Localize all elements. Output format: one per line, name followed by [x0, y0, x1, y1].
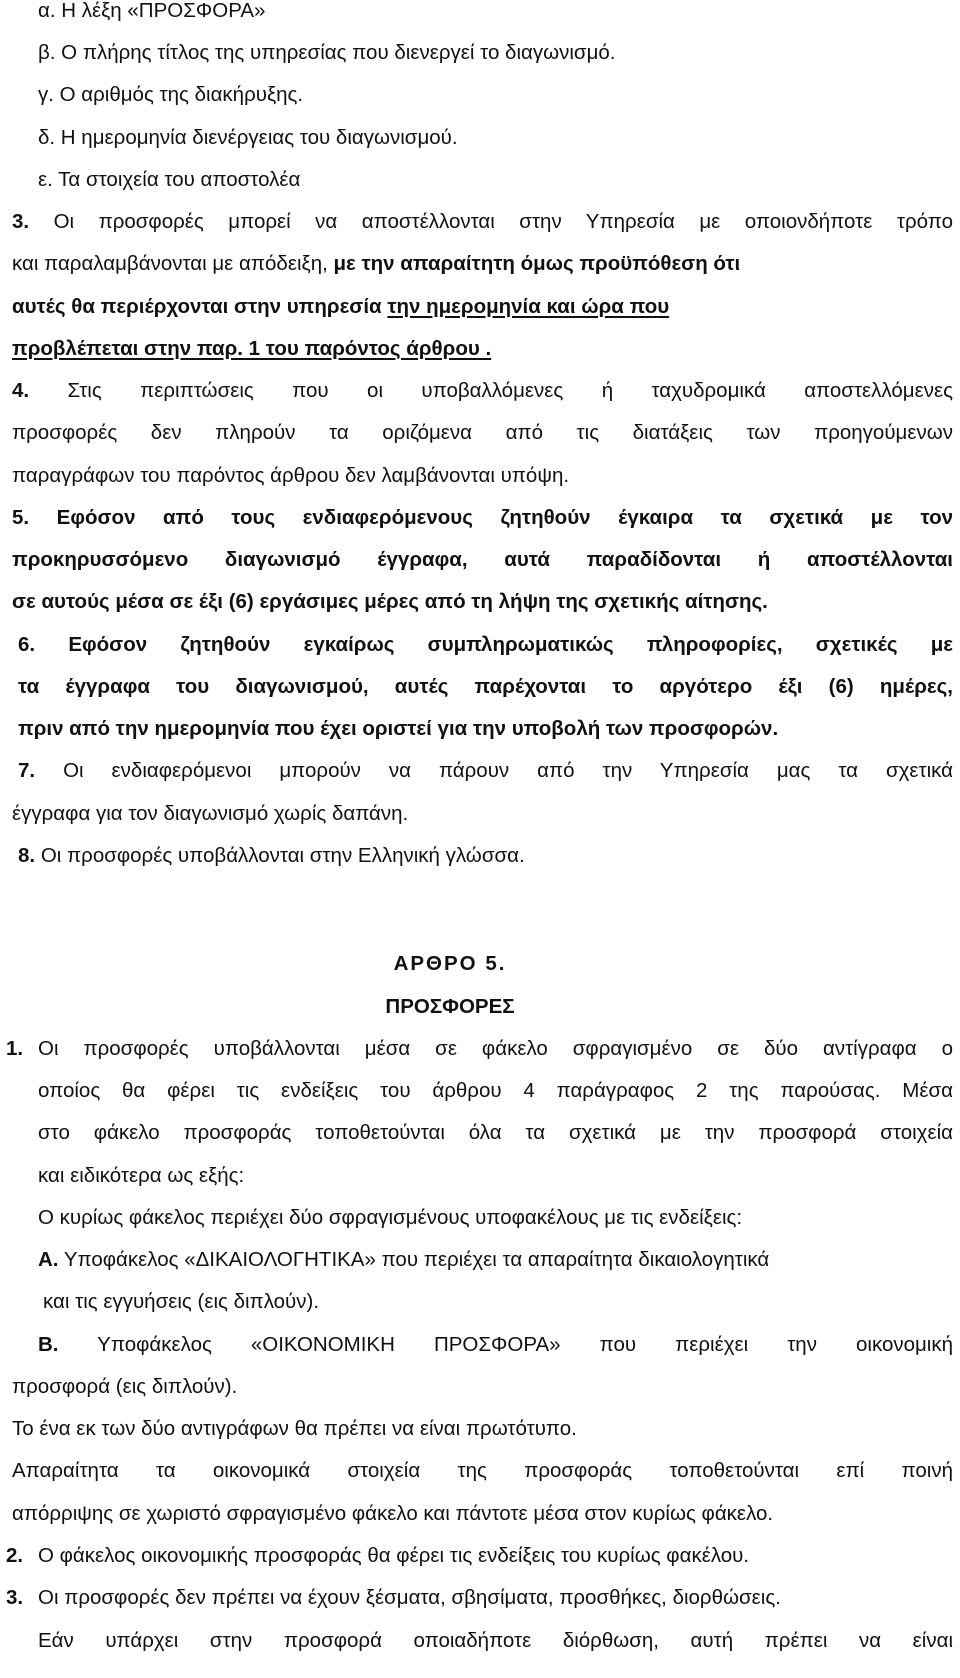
para-7-line-1: [18, 750, 953, 792]
article-para-1-line-4: και ειδικότερα ως εξής:: [38, 1164, 245, 1187]
subenvelope-a-line-1: [38, 1239, 953, 1281]
para-3-number: 3.: [12, 210, 30, 233]
para-4-line-1: [12, 370, 953, 412]
para-5-line-2: προκηρυσσόμενο διαγωνισμό έγγραφα, αυτά παραδίδονται ή αποστέλλονται: [12, 548, 953, 571]
article-para-1-line-3: στο φάκελο προσφοράς τοποθετούνται όλα τα σχετικά με την προσφορά στοιχεία: [38, 1121, 953, 1144]
item-e: ε. Τα στοιχεία του αποστολέα: [38, 168, 301, 191]
subenvelope-b-text: Υποφάκελος «ΟΙΚΟΝΟΜΙΚΗ ΠΡΟΣΦΟΡΑ» που περιέχει την οικονομική: [97, 1333, 954, 1356]
para-7-number: 7.: [18, 759, 36, 782]
para-4-line-2: προσφορές δεν πληρούν τα οριζόμενα από τις διατάξεις των προηγούμενων: [12, 421, 953, 444]
para-3-emphasis: με την απαραίτητη όμως προϋπόθεση ότι: [333, 252, 741, 275]
article-title: ΠΡΟΣΦΟΡΕΣ: [385, 995, 515, 1018]
article-para-1-line-1: Οι προσφορές υποβάλλονται μέσα σε φάκελο σφραγισμένο σε δύο αντίγραφα ο: [38, 1037, 953, 1060]
subenvelope-b-line-2: προσφορά (εις διπλούν).: [12, 1375, 238, 1398]
subenvelope-b-label: Β.: [38, 1333, 59, 1356]
para-6-line-3: πριν από την ημερομηνία που έχει οριστεί για την υποβολή των προσφορών.: [18, 717, 779, 740]
article-para-1-line-6: Το ένα εκ των δύο αντιγράφων θα πρέπει να είναι πρωτότυπο.: [12, 1417, 577, 1440]
para-3-line-3: [12, 286, 953, 328]
para-4-line-3: παραγράφων του παρόντος άρθρου δεν λαμβάνονται υπόψη.: [12, 464, 570, 487]
para-7-text: Οι ενδιαφερόμενοι μπορούν να πάρουν από την Υπηρεσία μας τα σχετικά: [63, 759, 954, 782]
para-3-line-4: προβλέπεται στην παρ. 1 του παρόντος άρθρου .: [12, 337, 492, 360]
para-6-line-1: [18, 624, 953, 666]
subenvelope-a-text: Υποφάκελος «ΔΙΚΑΙΟΛΟΓΗΤΙΚΑ» που περιέχει τα απαραίτητα δικαιολογητικά: [63, 1248, 770, 1271]
article-para-2-number: 2.: [6, 1544, 24, 1567]
para-6-text: Εφόσον ζητηθούν εγκαίρως συμπληρωματικώς πληροφορίες, σχετικές με: [68, 633, 953, 656]
para-4-number: 4.: [12, 379, 30, 402]
article-para-1-number: 1.: [6, 1037, 24, 1060]
para-3-underlined: την ημερομηνία και ώρα που: [387, 295, 670, 318]
item-d: δ. Η ημερομηνία διενέργειας του διαγωνισμού.: [38, 126, 458, 149]
para-8-number: 8.: [18, 844, 36, 867]
para-3-line-2: [12, 243, 953, 285]
para-5-line-3: σε αυτούς μέσα σε έξι (6) εργάσιμες μέρες από τη λήψη της σχετικής αίτησης.: [12, 590, 768, 613]
item-c: γ. Ο αριθμός της διακήρυξης.: [38, 83, 304, 106]
article-para-1-line-8: απόρριψης σε χωριστό σφραγισμένο φάκελο και πάντοτε μέσα στον κυρίως φάκελο.: [12, 1502, 774, 1525]
article-para-1-line-2: οποίος θα φέρει τις ενδείξεις του άρθρου 4 παράγραφος 2 της παρούσας. Μέσα: [38, 1079, 953, 1102]
article-para-1-line-7: Απαραίτητα τα οικονομικά στοιχεία της προσφοράς τοποθετούνται επί ποινή: [12, 1459, 953, 1482]
item-b: β. Ο πλήρης τίτλος της υπηρεσίας που διενεργεί το διαγωνισμό.: [38, 41, 616, 64]
item-a: α. Η λέξη «ΠΡΟΣΦΟΡΑ»: [38, 0, 266, 22]
para-4-text: Στις περιπτώσεις που οι υποβαλλόμενες ή ταχυδρομικά αποστελλόμενες: [67, 379, 953, 402]
article-para-1-line-5: Ο κυρίως φάκελος περιέχει δύο σφραγισμένους υποφακέλους με τις ενδείξεις:: [38, 1206, 743, 1229]
subenvelope-a-line-2: και τις εγγυήσεις (εις διπλούν).: [43, 1290, 320, 1313]
para-8-text: Οι προσφορές υποβάλλονται στην Ελληνική γλώσσα.: [40, 844, 525, 867]
para-3-text: και παραλαμβάνονται με απόδειξη,: [12, 252, 334, 275]
para-3-text: Οι προσφορές μπορεί να αποστέλλονται στην Υπηρεσία με οποιονδήποτε τρόπο: [53, 210, 953, 233]
article-para-3-line-1: Οι προσφορές δεν πρέπει να έχουν ξέσματα, σβησίματα, προσθήκες, διορθώσεις.: [38, 1586, 781, 1609]
para-8-line-1: [18, 835, 953, 877]
para-3-line-1: [12, 201, 953, 243]
para-5-line-1: [12, 497, 953, 539]
subenvelope-b-line-1: [38, 1324, 953, 1366]
article-para-2-line-1: Ο φάκελος οικονομικής προσφοράς θα φέρει τις ενδείξεις του κυρίως φακέλου.: [38, 1544, 750, 1567]
subenvelope-a-label: Α.: [38, 1248, 59, 1271]
article-para-3-line-2: Εάν υπάρχει στην προσφορά οποιαδήποτε διόρθωση, αυτή πρέπει να είναι: [38, 1629, 953, 1652]
para-5-number: 5.: [12, 506, 30, 529]
para-7-line-2: έγγραφα για τον διαγωνισμό χωρίς δαπάνη.: [12, 802, 409, 825]
article-para-3-number: 3.: [6, 1586, 24, 1609]
article-number: ΑΡΘΡΟ 5.: [393, 952, 507, 975]
para-3-emphasis: αυτές θα περιέρχονται στην υπηρεσία: [12, 295, 388, 318]
para-6-line-2: τα έγγραφα του διαγωνισμού, αυτές παρέχονται το αργότερο έξι (6) ημέρες,: [18, 675, 953, 698]
para-5-text: Εφόσον από τους ενδιαφερόμενους ζητηθούν έγκαιρα τα σχετικά με τον: [56, 506, 953, 529]
para-6-number: 6.: [18, 633, 36, 656]
